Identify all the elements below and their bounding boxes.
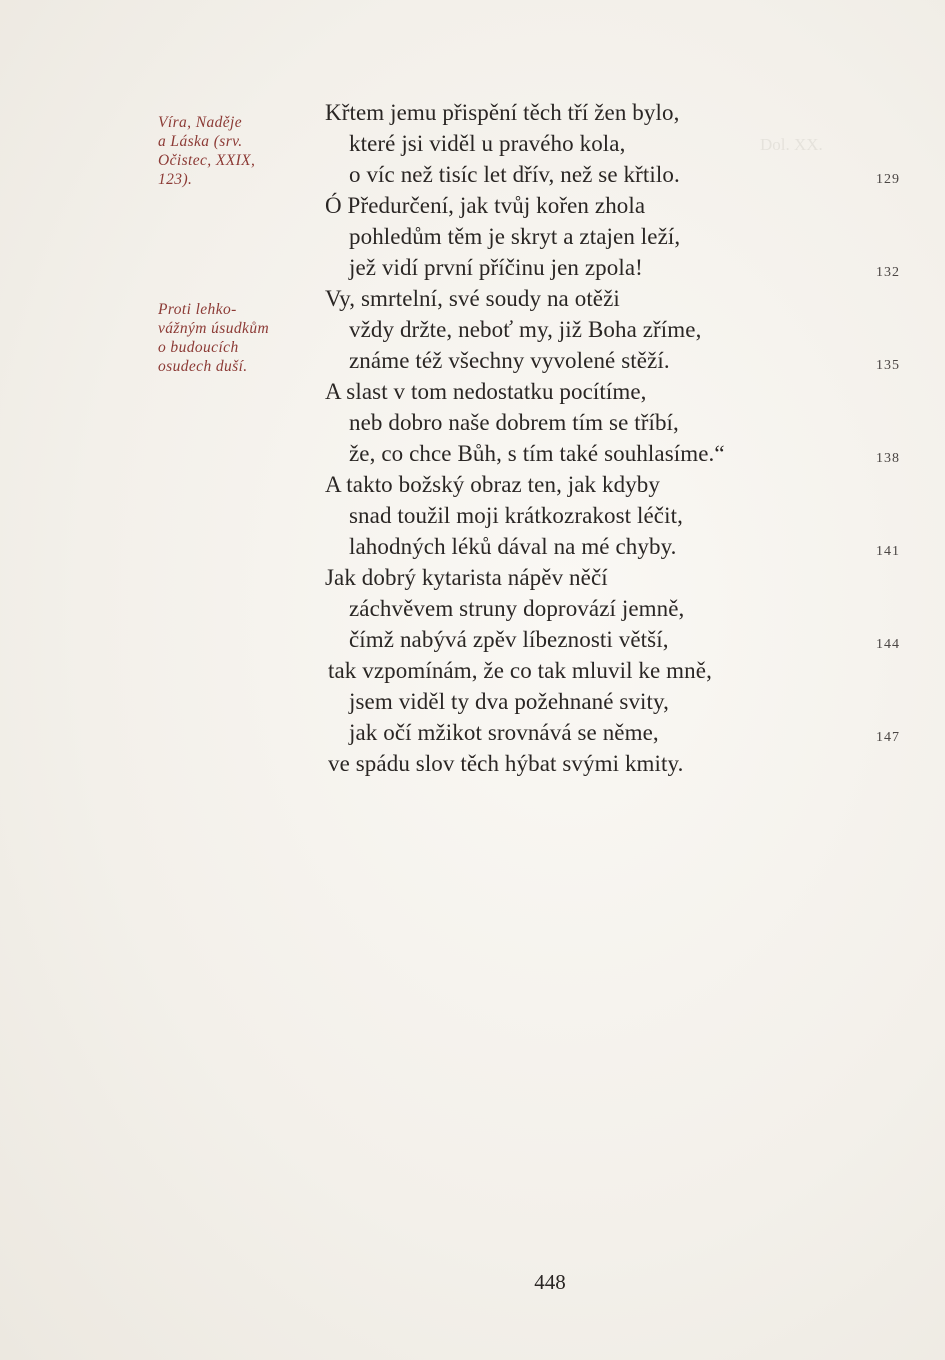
verse-line: snad toužil moji krátkozrakost léčit, [349,503,683,528]
verse-line: tak vzpomínám, že co tak mluvil ke mně, [328,658,712,683]
line-number: 147 [876,730,900,745]
margin-note-line: Víra, Naděje [158,114,243,131]
verse-line: Jak dobrý kytarista nápěv něčí [325,565,608,590]
verse-line: Vy, smrtelní, své soudy na otěži [325,286,620,311]
page-number: 448 [534,1270,566,1294]
verse-line: lahodných léků dával na mé chyby. [349,534,677,559]
verse-line: jak očí mžikot srovnává se něme, [349,720,659,745]
verse-line: známe též všechny vyvolené stěží. [349,348,670,373]
line-number: 135 [876,358,900,373]
verse-line: vždy držte, neboť my, již Boha zříme, [349,317,702,342]
verse-line: ve spádu slov těch hýbat svými kmity. [328,751,684,776]
line-number: 141 [876,544,900,559]
margin-note-line: Očistec, XXIX, [158,152,256,169]
verse-line: které jsi viděl u pravého kola, [349,131,626,156]
margin-note-against-judgments [158,300,298,376]
verse-line: Křtem jemu přispění těch tří žen bylo, [325,100,680,125]
show-through-text: Dol. XX. [760,135,823,154]
margin-note-line: osudech duší. [158,358,248,375]
verse-line: záchvěvem struny doprovází jemně, [349,596,685,621]
verse-line: Ó Předurčení, jak tvůj kořen zhola [325,193,646,218]
margin-note-line: o budoucích [158,339,239,356]
margin-note-line: vážným úsudkům [158,320,270,337]
line-number: 144 [876,637,900,652]
margin-note-line: 123). [158,171,193,188]
verse-line: neb dobro naše dobrem tím se tříbí, [349,410,679,435]
verse-line: o víc než tisíc let dřív, než se křtilo. [349,162,680,187]
verse-line: jsem viděl ty dva požehnané svity, [349,689,669,714]
verse-line: A takto božský obraz ten, jak kdyby [325,472,661,497]
margin-note-faith-hope-love [158,113,298,189]
line-number: 138 [876,451,900,466]
margin-note-line: Proti lehko- [158,301,237,318]
verse-line: jež vidí první příčinu jen zpola! [349,255,643,280]
verse-line: čímž nabývá zpěv líbeznosti větší, [349,627,669,652]
verse-line: A slast v tom nedostatku pocítíme, [325,379,647,404]
verse-line: pohledům těm je skryt a ztajen leží, [349,224,681,249]
margin-note-line: a Láska (srv. [158,133,243,150]
line-number: 129 [876,172,900,187]
verse-line: že, co chce Bůh, s tím také souhlasíme.“ [349,441,725,466]
line-number: 132 [876,265,900,280]
